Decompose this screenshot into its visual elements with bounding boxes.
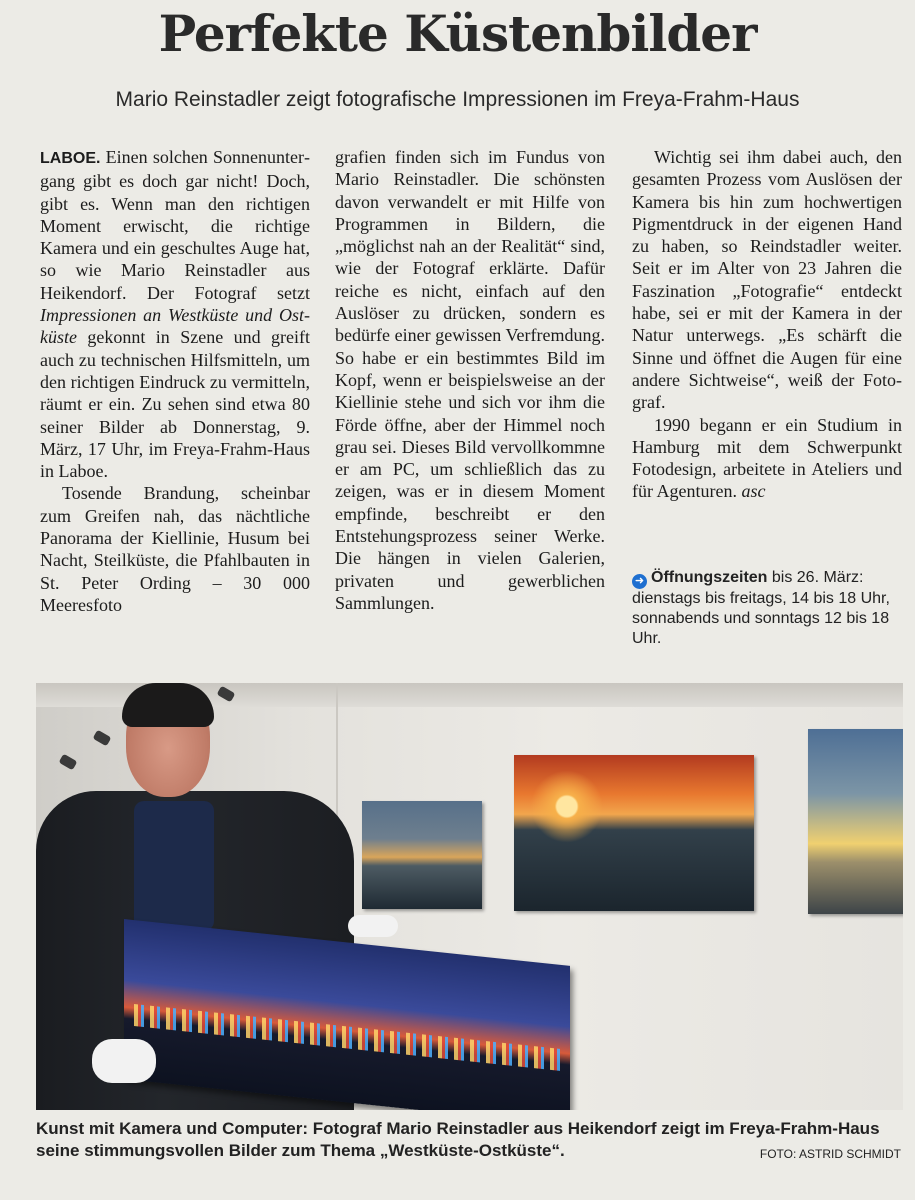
panorama-canvas-print (124, 919, 570, 1110)
harbor-lights (134, 1004, 560, 1071)
article-paragraph (40, 146, 310, 482)
article-column-2 (335, 146, 605, 614)
author-initials: asc (741, 481, 766, 502)
article-text: 1990 begann er ein Studium in Hamburg mit dem Schwerpunkt Fotodesign, arbeitete in Ateliers und für Agenturen. (632, 414, 902, 502)
headline: Perfekte Küstenbilder (158, 4, 757, 63)
opening-hours-text: bis 26. März: dienstags bis freitags, 14 bis 18 Uhr, sonnabends und sonntags 12 bis 18 Uhr. (632, 569, 890, 647)
photo-credit: FOTO: ASTRID SCHMIDT (759, 1147, 901, 1161)
article-paragraph: grafien finden sich im Fundus von Mario Reinstadler. Die schönsten davon verwandelt er mit Hilfe von Programmen in Bildern, die „möglichst nah an der Realität“ sind, wie der Fotograf erklärte. Dafür reiche es nicht, einfach auf den Auslöser zu drücken, sondern es bedürfe einer gewissen Verfremdung. So habe er ein bestimmtes Bild im Kopf, wenn er beispielsweise an der Kiellinie stehe und sich vor ihm die Förde öffne, aber der Himmel noch grau sei. Dieses Bild vervollkommne er am PC, um schließlich das zu zeigen, was er in diesem Moment empfinde, beschreibt er den Entstehungsprozess seiner Werke. Die hängen in vielen Galerien, privaten und gewerblichen Sammlungen. (335, 147, 605, 613)
dateline: LABOE. (40, 150, 101, 167)
article-photo (36, 683, 903, 1110)
photographer-hair (122, 683, 214, 727)
wall-photo-coast (808, 729, 903, 914)
article-paragraph: Wichtig sei ihm dabei auch, den gesamten Prozess vom Auslösen der Kamera bis hin zum hochwertigen Pigmentdruck in der eigenen Hand zu haben, so Reindstadler weiter. Seit er im Alter von 23 Jahren die Faszination „Fotografie“ entdeckt habe, sei er mit der Kamera in der Natur unterwegs. „Es schärft die Sinne und öffnet die Augen für eine andere Sichtweise“, weiß der Fotograf. (632, 147, 902, 413)
exhibition-title: Impressionen an Westküste und Ostküste (40, 305, 310, 348)
article-column-3 (632, 146, 902, 503)
arrow-right-circle-icon: ➜ (632, 574, 647, 589)
article-text: Einen solchen Sonnenuntergang gibt es doch gar nicht! Doch, gibt es. Wenn man den richtigen Moment erwischt, die richtige Kamera und ein geschultes Auge hat, so wie Mario Reinstadler aus Heikendorf. Der Fotograf setzt (40, 147, 310, 303)
photo-caption: Kunst mit Kamera und Computer: Fotograf Mario Reinstadler aus Heikendorf zeigt im Freya-Frahm-Haus seine stimmungsvollen Bilder zum Thema „Westküste-Ostküste“. (36, 1119, 880, 1160)
opening-hours-box (632, 568, 904, 649)
article-paragraph: Tosende Brandung, scheinbar zum Greifen nah, das nächtliche Panorama der Kiellinie, Husum bei Nacht, Steilküste, die Pfahlbauten in St. Peter Ording – 30 000 Meeresfoto (40, 483, 310, 615)
article-text: gekonnt in Szene und greift auch zu technischen Hilfsmitteln, um den richtigen Eindruck zu vermitteln, räumt er ein. Zu sehen sind etwa 80 seiner Bilder ab Donnerstag, 9. März, 17 Uhr, im Freya-Frahm-Haus in Laboe. (40, 327, 310, 482)
subheadline: Mario Reinstadler zeigt fotografische Impressionen im Freya-Frahm-Haus (115, 88, 800, 111)
wall-photo-sunset (514, 755, 754, 911)
article-paragraph (632, 414, 902, 503)
white-glove-right (348, 915, 398, 937)
opening-hours-heading: Öffnungszeiten (651, 569, 768, 586)
photographer-hoodie (134, 801, 214, 931)
wall-photo-seascape-clouds (362, 801, 482, 909)
white-glove-left (92, 1039, 156, 1083)
article-column-1 (40, 146, 310, 616)
